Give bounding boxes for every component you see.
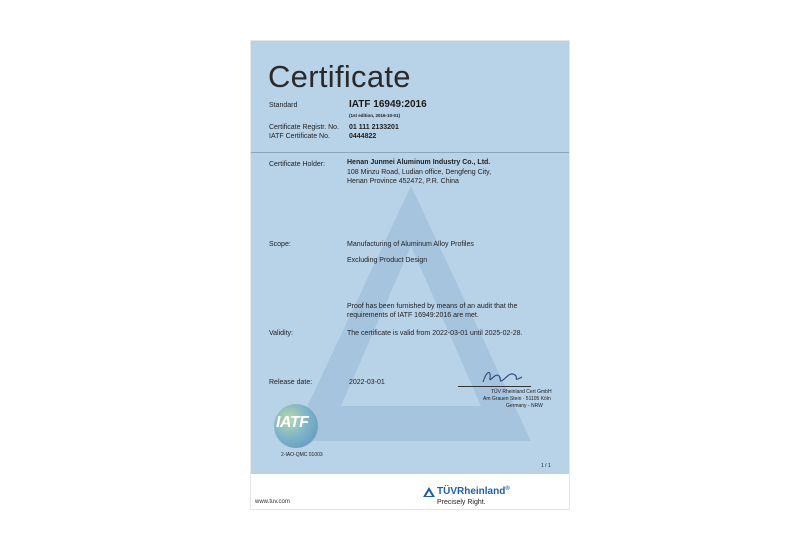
release-date-label: Release date: xyxy=(269,379,313,386)
registr-label: Certificate Registr. No. xyxy=(269,124,340,131)
standard-label: Standard xyxy=(269,102,298,109)
registr-value: 01 111 2133201 xyxy=(349,124,399,131)
proof-statement-line-2: requirements of IATF 16949:2016 are met. xyxy=(347,312,479,319)
signature-line xyxy=(458,386,531,387)
iatf-no-label: IATF Certificate No. xyxy=(269,133,330,140)
scope-label: Scope: xyxy=(269,241,291,248)
standard-value: IATF 16949:2016 xyxy=(349,99,427,110)
validity-value: The certificate is valid from 2022-03-01 until 2025-02-28. xyxy=(347,330,523,337)
page-number: 1 / 1 xyxy=(541,463,551,469)
tuv-triangle-icon xyxy=(423,487,435,497)
issuer-address: Am Grauen Stein · 51105 Köln xyxy=(483,396,551,402)
edition-note: (1st edition, 2016-10-01) xyxy=(349,113,401,118)
iatf-logo-code: 2-IAO-QMC 01003 xyxy=(281,452,323,458)
scope-value: Manufacturing of Aluminum Alloy Profiles xyxy=(347,241,474,248)
registered-mark: ® xyxy=(505,486,510,492)
issuer-country: Germany - NRW xyxy=(506,403,543,409)
signature-icon xyxy=(479,366,527,388)
website-link[interactable]: www.tuv.com xyxy=(255,499,290,505)
page-title: Certificate xyxy=(268,59,411,94)
brand-tagline: Precisely Right. xyxy=(437,499,486,506)
release-date-value: 2022-03-01 xyxy=(349,379,385,386)
certificate-page xyxy=(250,40,570,510)
iatf-no-value: 0444822 xyxy=(349,133,377,140)
proof-statement-line-1: Proof has been furnished by means of an audit that the xyxy=(347,303,518,310)
validity-label: Validity: xyxy=(269,330,293,337)
holder-label: Certificate Holder: xyxy=(269,161,326,168)
divider xyxy=(251,152,569,153)
issuer-name: TÜV Rheinland Cert GmbH xyxy=(491,389,552,395)
iatf-logo-text: IATF xyxy=(276,414,309,431)
brand-name: TÜVRheinland xyxy=(437,486,506,497)
holder-name: Henan Junmei Aluminum Industry Co., Ltd. xyxy=(347,159,491,166)
holder-address-line-2: Henan Province 452472, P.R. China xyxy=(347,178,459,185)
certificate-blue-panel xyxy=(251,41,569,474)
scope-exclusion: Excluding Product Design xyxy=(347,257,428,264)
holder-address-line-1: 108 Minzu Road, Ludian office, Dengfeng City, xyxy=(347,169,492,176)
